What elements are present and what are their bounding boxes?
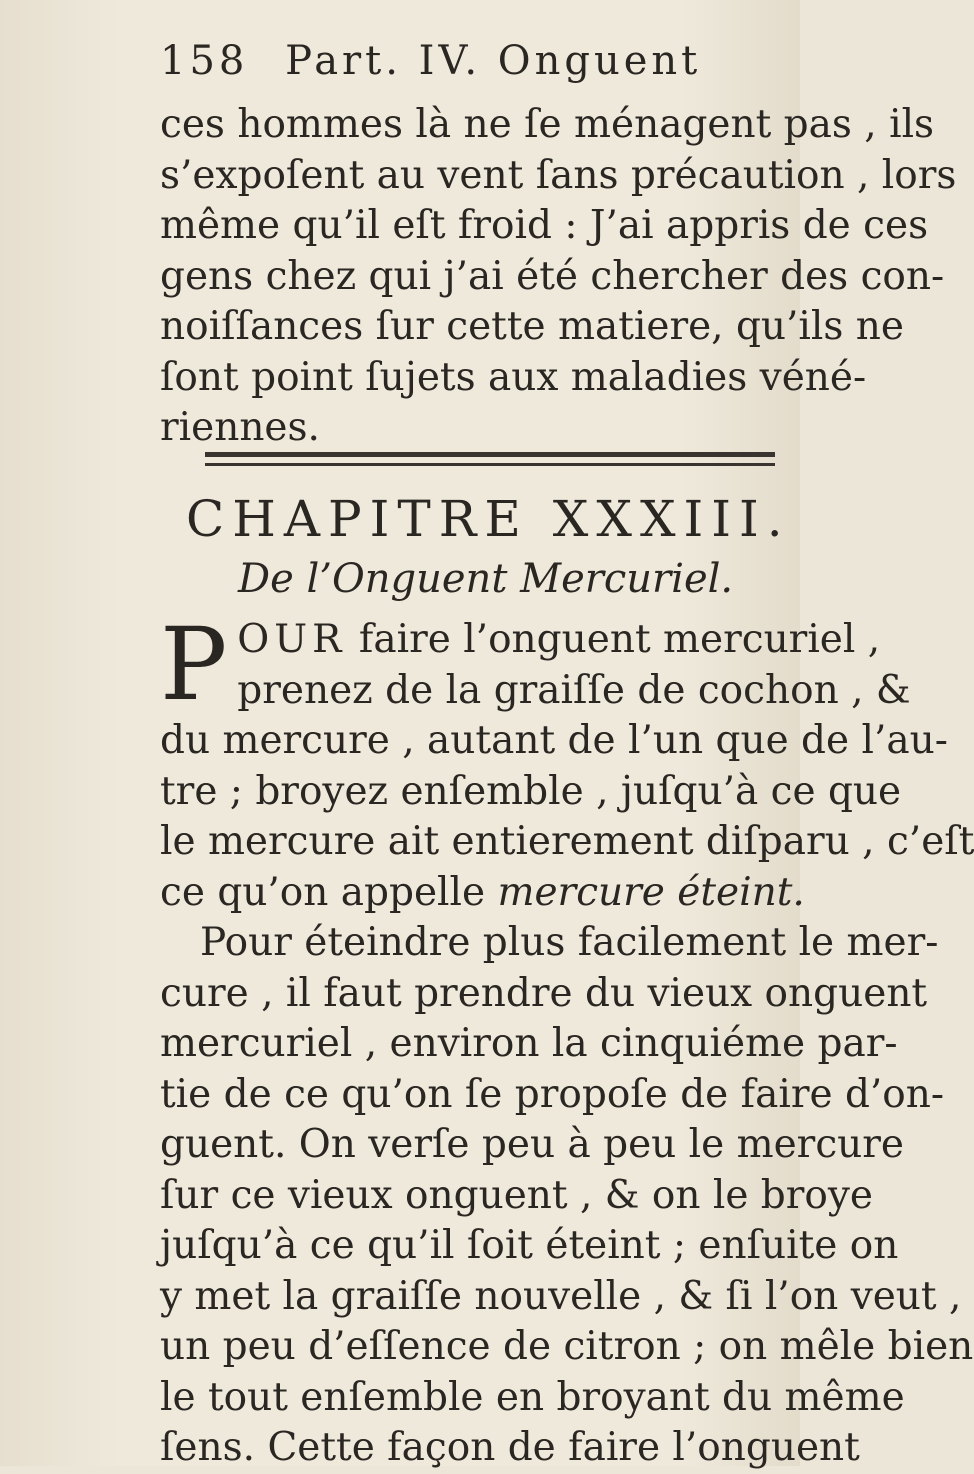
text-line: tre ; broyez enſemble , juſqu’à ce que	[160, 768, 902, 814]
rule-thick	[205, 452, 775, 457]
text-line: prenez de la graiſſe de cochon , &	[237, 667, 911, 713]
line-rest: faire l’onguent mercuriel ,	[358, 617, 881, 662]
page-number: 158	[160, 38, 249, 84]
text-line	[160, 615, 881, 666]
text-line: le tout enſemble en broyant du même	[160, 1374, 905, 1420]
text-line: ſont point ſujets aux maladies véné-	[160, 354, 867, 400]
paragraph-3	[160, 918, 974, 1474]
paragraph-2	[160, 606, 974, 1474]
text-line: guent. On verſe peu à peu le mercure	[160, 1122, 905, 1167]
text-line	[160, 868, 805, 919]
italic-term: mercure éteint.	[497, 869, 805, 915]
text-line: riennes.	[160, 405, 320, 450]
text-line: cure , il faut prendre du vieux onguent	[160, 970, 928, 1016]
ornamental-rule	[205, 452, 775, 466]
text-line: s’expoſent au vent ſans précaution , lors	[160, 152, 957, 198]
line-prefix: ce qu’on appelle	[160, 869, 486, 915]
text-line: mercuriel , environ la cinquiéme par-	[160, 1021, 898, 1066]
text-line: ſur ce vieux onguent , & on le broye	[160, 1172, 874, 1218]
text-line: noiſſances ſur cette matiere, qu’ils ne	[160, 304, 904, 349]
lead-word: OUR	[237, 617, 347, 662]
text-line: du mercure , autant de l’un que de l’au-	[160, 718, 948, 763]
text-line: Pour éteindre plus facilement le mer-	[200, 920, 939, 965]
paragraph-1	[160, 100, 957, 454]
drop-cap: P	[160, 606, 228, 723]
chapter-title: CHAPITRE XXXIII.	[186, 490, 791, 548]
running-header	[160, 38, 701, 84]
chapter-subtitle: De l’Onguent Mercuriel.	[238, 556, 734, 602]
text-line: juſqu’à ce qu’il ſoit éteint ; enſuite on	[160, 1223, 899, 1268]
text-line: tie de ce qu’on ſe propoſe de faire d’on-	[160, 1071, 945, 1117]
text-line: gens chez qui j’ai été chercher des con-	[160, 253, 945, 299]
text-line: le mercure ait entierement diſparu , c’eſt	[160, 819, 974, 864]
running-title: Part. IV. Onguent	[285, 38, 702, 84]
rule-thin	[205, 463, 775, 466]
text-line: un peu d’eſſence de citron ; on mêle bien	[160, 1324, 974, 1369]
text-line: y met la graiſſe nouvelle , & ſi l’on veut ,	[160, 1273, 962, 1319]
text-line: ces hommes là ne ſe ménagent pas , ils	[160, 102, 935, 147]
text-line: même qu’il eſt froid : J’ai appris de ces	[160, 203, 929, 248]
text-line: ſens. Cette façon de faire l’onguent	[160, 1425, 860, 1470]
